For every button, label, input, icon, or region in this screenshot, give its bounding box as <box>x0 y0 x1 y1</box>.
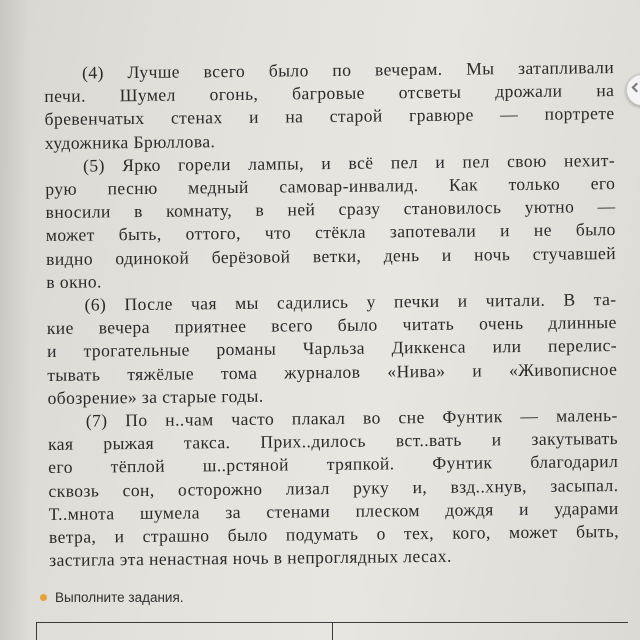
paragraph-7 <box>48 404 620 572</box>
text-line: (7) По н..чам часто плакал во сне Фунтик — малень- <box>85 405 618 431</box>
paragraph-5 <box>45 149 616 294</box>
text-body <box>44 56 619 572</box>
text-line: ветра, и страшно было подумать о тех, кого, может быть, <box>48 521 620 548</box>
text-line: сквозь сон, осторожно лизал руку и, взд..хнув, засыпал. <box>48 474 619 501</box>
text-line: и трогательные романы Чарльза Диккенса или перелис- <box>46 335 618 362</box>
text-line: Т..мнота шумела за стенами плеском дождя и ударами <box>48 497 619 524</box>
text-line: обозрение» за старые годы. <box>47 385 264 408</box>
text-line: художника Брюллова. <box>44 130 216 153</box>
text-line: (5) Ярко горели лампы, и всё пел и пел свою нехит- <box>82 149 616 176</box>
text-line: тывать тяжёлые тома журналов «Нива» и «Живописное <box>47 358 618 385</box>
text-line: застигла эта ненастная ночь в непроглядных лесах. <box>49 546 452 571</box>
exercise-table <box>36 622 628 640</box>
page-shadow <box>0 0 30 640</box>
text-line: (4) Лучше всего было по вечерам. Мы затапливали <box>82 57 615 83</box>
page-tab-icon[interactable] <box>626 74 640 106</box>
text-line: кая рыжая такса. Прих..дилось вст..вать и закутывать <box>47 428 619 455</box>
table-border <box>36 623 37 640</box>
text-line: рую песню медный самовар-инвалид. Как только его <box>45 173 616 200</box>
text-line: (6) После чая мы садились у печки и читали. В та- <box>84 289 617 315</box>
paragraph-6 <box>46 288 617 410</box>
bullet-icon <box>40 594 47 601</box>
text-line: его тёплой ш..рстяной тряпкой. Фунтик благодарил <box>48 451 619 478</box>
text-line: может быть, оттого, что стёкла запотевали и не было <box>45 219 616 246</box>
text-line: вносили в комнату, в ней сразу становилось уютно — <box>45 196 616 223</box>
text-line: бревенчатых стенах и на старой гравюре — портрете <box>44 103 615 130</box>
text-line: видно одинокой берёзовой ветки, день и ночь стучавшей <box>45 242 617 269</box>
paragraph-4 <box>44 56 615 155</box>
text-line: в окно. <box>46 271 102 292</box>
text-line: печи. Шумел огонь, багровые отсветы дрожали на <box>44 80 615 107</box>
task-heading <box>40 590 184 605</box>
text-line: кие вечера приятнее всего было читать очень длинные <box>46 312 617 339</box>
task-label: Выполните задания. <box>55 590 184 605</box>
table-column-divider <box>332 623 333 640</box>
